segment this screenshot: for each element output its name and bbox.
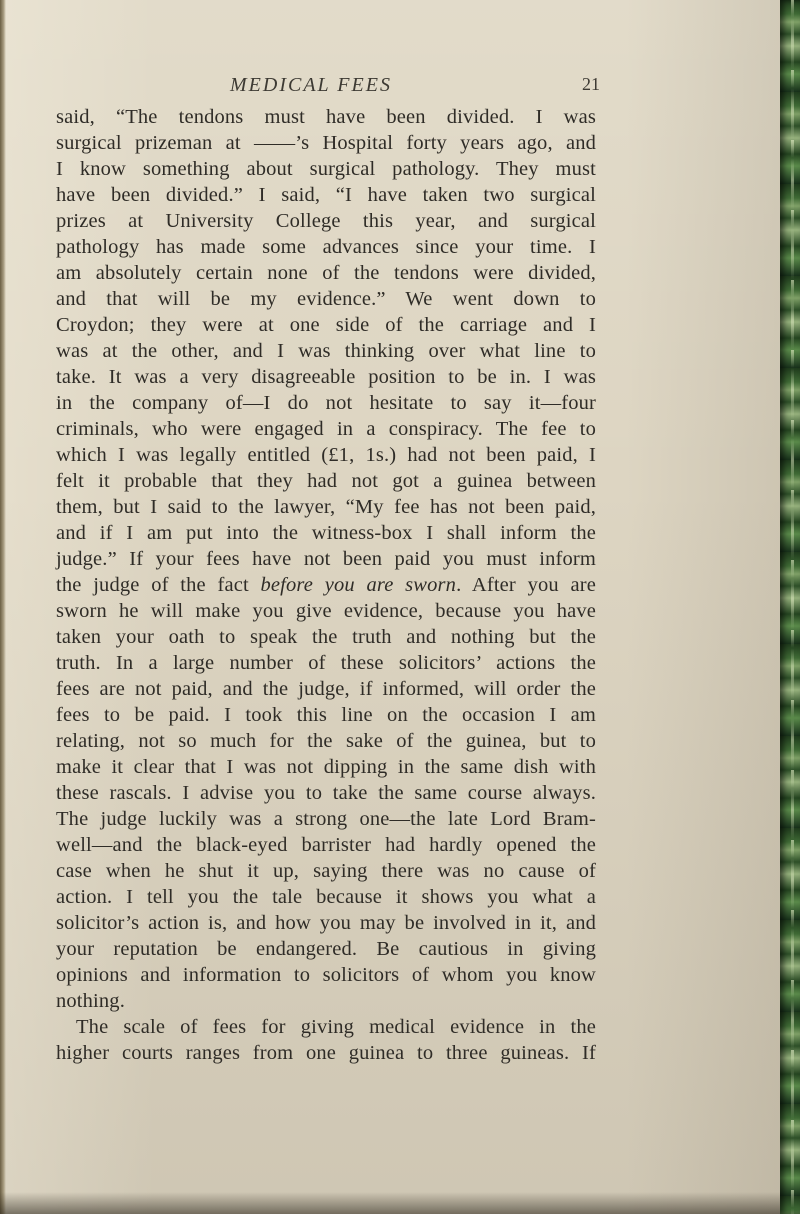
text-segment: . After you are [456,574,596,596]
text-line: I know something about surgical pathology. They must [56,158,596,180]
text-line: pathology has made some advances since your time. I [56,236,596,258]
text-line: criminals, who were engaged in a conspiracy. The fee to [56,418,596,440]
text-line: these rascals. I advise you to take the same course always. [56,782,596,804]
text-line: sworn he will make you give evidence, because you have [56,600,596,622]
text-line: your reputation be endangered. Be cautious in giving [56,938,596,960]
text-line: The scale of fees for giving medical evidence in the [76,1016,596,1038]
text-line: fees to be paid. I took this line on the occasion I am [56,704,596,726]
text-line: case when he shut it up, saying there was no cause of [56,860,596,882]
emphasis-text: before you are sworn [260,574,457,596]
page-header [230,74,600,104]
text-line: relating, not so much for the sake of the guinea, but to [56,730,596,752]
text-line: well—and the black-eyed barrister had hardly opened the [56,834,596,856]
body-text [56,104,596,1066]
page-edge [0,0,6,1214]
text-line: in the company of—I do not hesitate to say it—four [56,392,596,414]
text-line: prizes at University College this year, and surgical [56,210,596,232]
text-line: have been divided.” I said, “I have taken two surgical [56,184,596,206]
text-line: was at the other, and I was thinking over what line to [56,340,596,362]
text-line: nothing. [56,990,125,1012]
text-line: make it clear that I was not dipping in the same dish with [56,756,596,778]
text-line: The judge luckily was a strong one—the late Lord Bram- [56,808,596,830]
text-line: take. It was a very disagreeable position to be in. I was [56,366,596,388]
text-line: truth. In a large number of these solicitors’ actions the [56,652,596,674]
text-line: and that will be my evidence.” We went down to [56,288,596,310]
text-line: said, “The tendons must have been divided. I was [56,106,596,128]
page-bottom-shadow [0,1192,782,1214]
text-line: felt it probable that they had not got a guinea between [56,470,596,492]
binding-highlight [791,0,794,1214]
text-line: which I was legally entitled (£1, 1s.) had not been paid, I [56,444,596,466]
text-line: judge.” If your fees have not been paid you must inform [56,548,596,570]
text-segment: the judge of the fact [56,574,249,596]
book-binding [780,0,800,1214]
text-line: higher courts ranges from one guinea to three guineas. If [56,1042,596,1064]
text-line: action. I tell you the tale because it shows you what a [56,886,596,908]
text-line: fees are not paid, and the judge, if informed, will order the [56,678,596,700]
text-line: taken your oath to speak the truth and nothing but the [56,626,596,648]
page-number: 21 [582,74,600,94]
text-line: surgical prizeman at ——’s Hospital forty years ago, and [56,132,596,154]
text-line: them, but I said to the lawyer, “My fee has not been paid, [56,496,596,518]
running-head: MEDICAL FEES [230,74,392,96]
text-line: and if I am put into the witness-box I shall inform the [56,522,596,544]
text-line-with-emphasis [56,572,596,598]
text-line: opinions and information to solicitors of whom you know [56,964,596,986]
text-line: am absolutely certain none of the tendons were divided, [56,262,596,284]
text-line: Croydon; they were at one side of the carriage and I [56,314,596,336]
text-line: solicitor’s action is, and how you may be involved in it, and [56,912,596,934]
